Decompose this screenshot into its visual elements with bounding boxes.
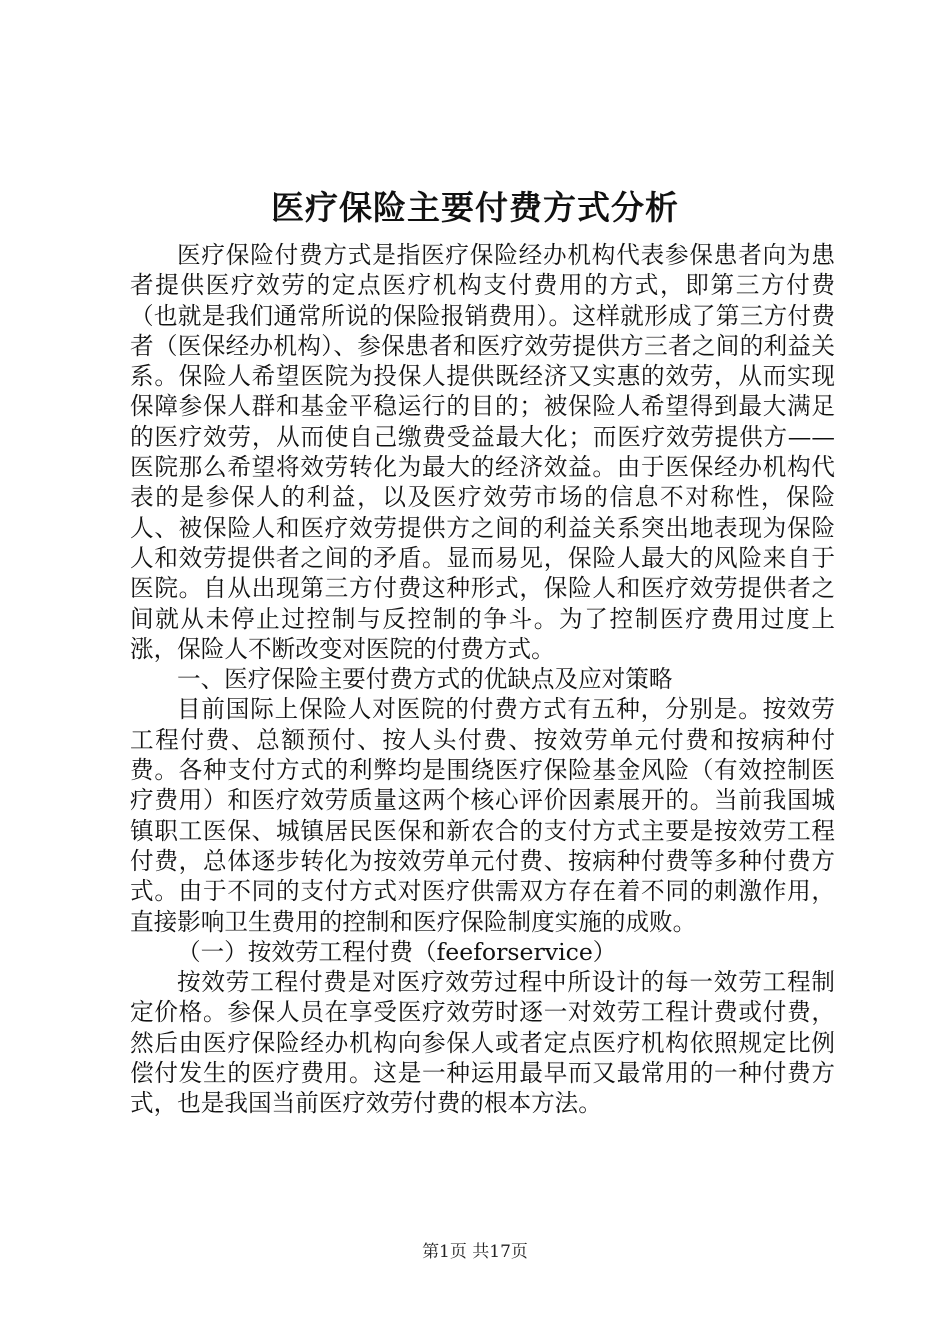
- page-footer: 第1页 共17页: [422, 1242, 528, 1262]
- section-heading: 一、医疗保险主要付费方式的优缺点及应对策略: [177, 665, 673, 694]
- document-title: 医疗保险主要付费方式分析: [271, 188, 679, 227]
- document-body: [130, 240, 835, 1119]
- paragraph-intro: 医疗保险付费方式是指医疗保险经办机构代表参保患者向为患者提供医疗效劳的定点医疗机构支付费用的方式，即第三方付费（也就是我们通常所说的保险报销费用）。这样就形成了第三方付费者（医保经办机构）、参保患者和医疗效劳提供方三者之间的利益关系。保险人希望医院为投保人提供既经济又实惠的效劳，从而实现保障参保人群和基金平稳运行的目的；被保险人希望得到最大满足的医疗效劳，从而使自己缴费受益最大化；而医疗效劳提供方——医院那么希望将效劳转化为最大的经济效益。由于医保经办机构代表的是参保人的利益，以及医疗效劳市场的信息不对称性，保险人、被保险人和医疗效劳提供方之间的利益关系突出地表现为保险人和效劳提供者之间的矛盾。显而易见，保险人最大的风险来自于医院。自从出现第三方付费这种形式，保险人和医疗效劳提供者之间就从未停止过控制与反控制的争斗。为了控制医疗费用过度上涨，保险人不断改变对医院的付费方式。: [130, 241, 835, 663]
- subsection-heading: （一）按效劳工程付费（feeforservice）: [177, 937, 617, 966]
- paragraph-overview: 目前国际上保险人对医院的付费方式有五种，分别是。按效劳工程付费、总额预付、按人头付费、按效劳单元付费和按病种付费。各种支付方式的利弊均是围绕医疗保险基金风险（有效控制医疗费用）和医疗效劳质量这两个核心评价因素展开的。当前我国城镇职工医保、城镇居民医保和新农合的支付方式主要是按效劳工程付费，总体逐步转化为按效劳单元付费、按病种付费等多种付费方式。由于不同的支付方式对医疗供需双方存在着不同的刺激作用，直接影响卫生费用的控制和医疗保险制度实施的成败。: [130, 695, 835, 936]
- paragraph-fee-for-service: 按效劳工程付费是对医疗效劳过程中所设计的每一效劳工程制定价格。参保人员在享受医疗效劳时逐一对效劳工程计费或付费，然后由医疗保险经办机构向参保人或者定点医疗机构依照规定比例偿付发生的医疗费用。这是一种运用最早而又最常用的一种付费方式，也是我国当前医疗效劳付费的根本方法。: [130, 968, 835, 1118]
